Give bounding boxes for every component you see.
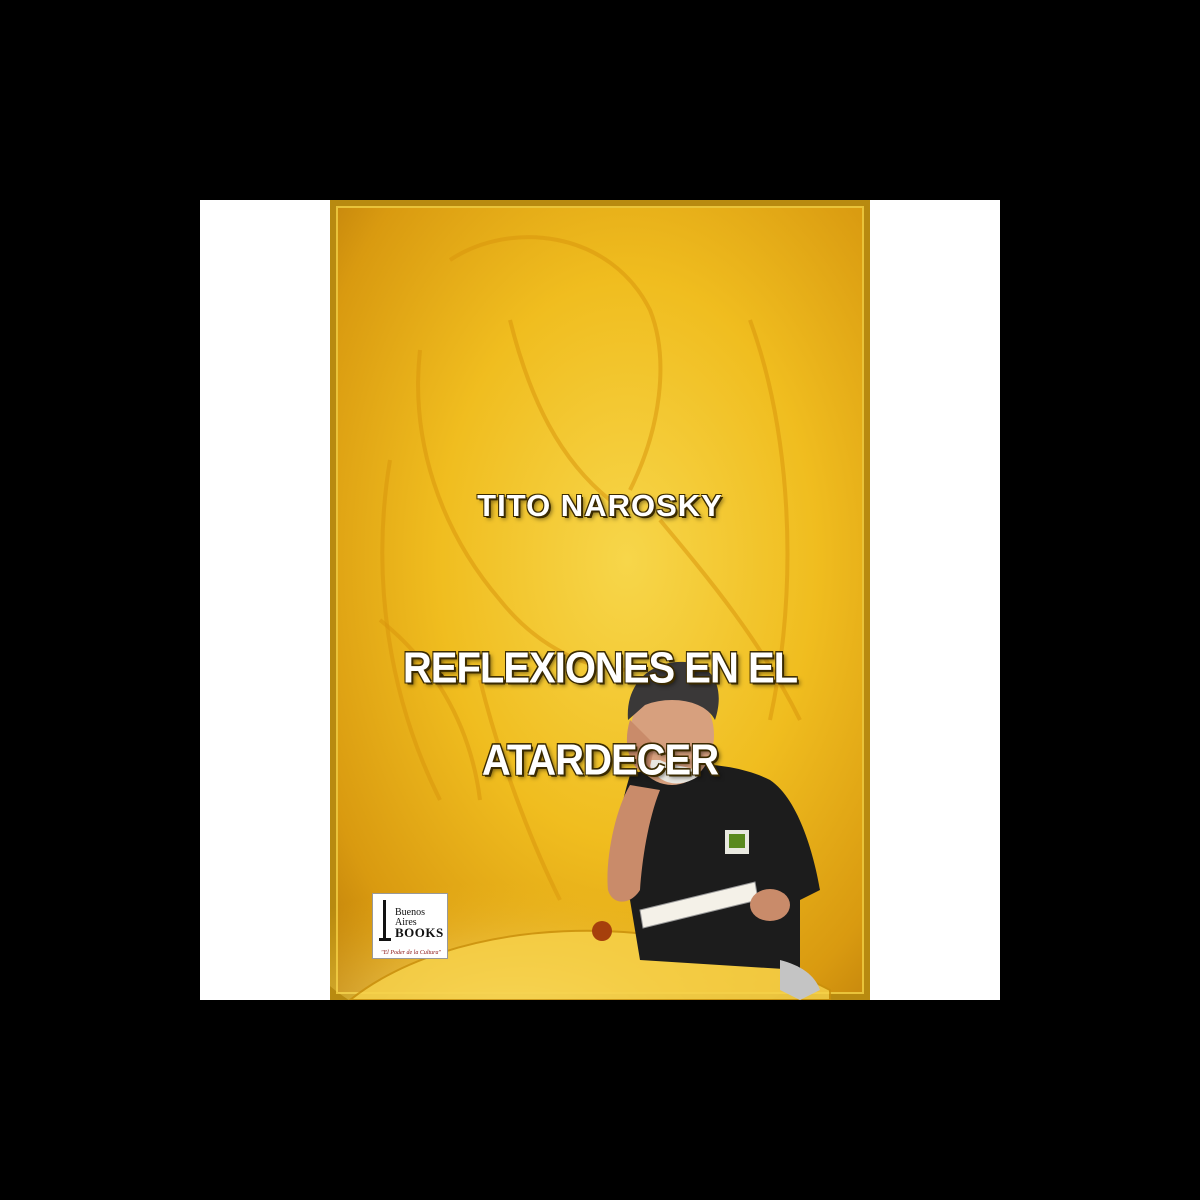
- publisher-name-line-1: Buenos Aires: [395, 907, 425, 928]
- book-title-line-2: ATARDECER: [481, 735, 719, 785]
- small-ball: [592, 921, 612, 941]
- author-photo: [607, 662, 820, 1000]
- author-name: TITO NAROSKY: [477, 488, 723, 523]
- publisher-logo: [372, 893, 448, 959]
- publisher-slogan: "El Poder de la Cultura": [380, 950, 442, 956]
- cover-artwork: [330, 200, 870, 1000]
- book-title-line-1: REFLEXIONES EN EL: [402, 643, 798, 693]
- publisher-name: [395, 908, 447, 938]
- publisher-name-line-2: BOOKS: [395, 925, 444, 940]
- book-cover: [330, 200, 870, 1000]
- publisher-logo-icon: [379, 900, 391, 944]
